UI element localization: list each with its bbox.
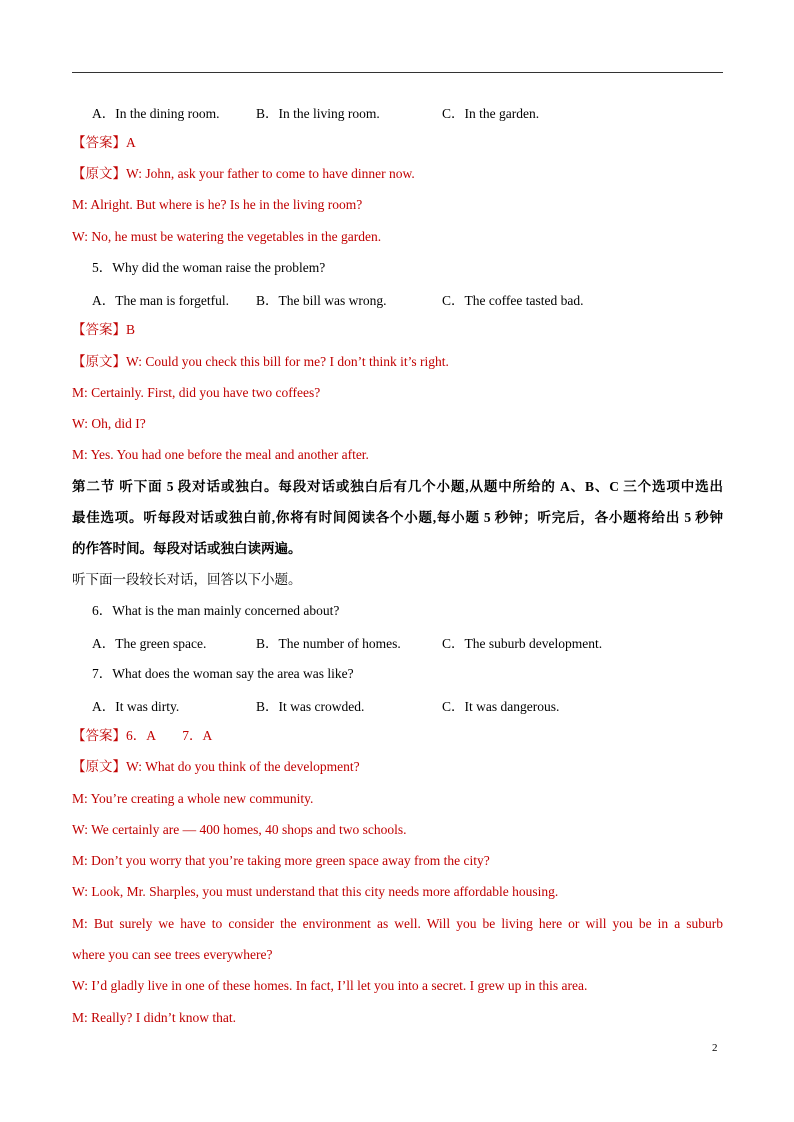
q7-option-b: B．It was crowded.	[256, 699, 365, 714]
section2-instruction-1: 第二节 听下面 5 段对话或独白。每段对话或独白后有几个小题,从题中所给的 A、B、C 三个选项中选出	[72, 479, 723, 494]
q5-question: 5．Why did the woman raise the problem?	[92, 260, 326, 275]
q5-option-b: B．The bill was wrong.	[256, 293, 387, 308]
q67-script-line-2: M: You’re creating a whole new community.	[72, 791, 314, 806]
q67-script-line-5: W: Look, Mr. Sharples, you must understand that this city needs more affordable housing.	[72, 884, 559, 899]
q67-script-line-7: where you can see trees everywhere?	[72, 947, 273, 962]
q4-script-line-1: 【原文】W: John, ask your father to come to have dinner now.	[72, 166, 415, 181]
q67-script-line-3: W: We certainly are — 400 homes, 40 shops and two schools.	[72, 822, 407, 837]
q4-option-b: B．In the living room.	[256, 106, 380, 121]
q7-option-a: A．It was dirty.	[92, 699, 180, 714]
section2-instruction-3: 的作答时间。每段对话或独白读两遍。	[72, 541, 302, 556]
q7-question: 7．What does the woman say the area was like?	[92, 666, 354, 681]
q5-script-line-4: M: Yes. You had one before the meal and another after.	[72, 447, 369, 462]
section2-instruction-2: 最佳选项。听每段对话或独白前,你将有时间阅读各个小题,每小题 5 秒钟；听完后，各小题将给出 5 秒钟	[72, 510, 723, 525]
q5-script-line-1: 【原文】W: Could you check this bill for me? I don’t think it’s right.	[72, 354, 449, 369]
q6-option-b: B．The number of homes.	[256, 636, 401, 651]
q4-answer: 【答案】A	[72, 135, 136, 150]
page-number: 2	[712, 1042, 718, 1054]
q4-option-c: C．In the garden.	[442, 106, 540, 121]
q4-script-line-2: M: Alright. But where is he? Is he in the living room?	[72, 197, 363, 212]
q6-question: 6．What is the man mainly concerned about?	[92, 603, 340, 618]
q5-script-line-2: M: Certainly. First, did you have two coffees?	[72, 385, 321, 400]
q6-option-a: A．The green space.	[92, 636, 207, 651]
q67-script-line-6: M: But surely we have to consider the environment as well. Will you be living here or will you be in a suburb	[72, 916, 723, 931]
q7-option-c: C．It was dangerous.	[442, 699, 560, 714]
q4-option-a: A．In the dining room.	[92, 106, 220, 121]
q4-script-line-3: W: No, he must be watering the vegetables in the garden.	[72, 229, 382, 244]
q67-script-line-4: M: Don’t you worry that you’re taking more green space away from the city?	[72, 853, 490, 868]
q6-option-c: C．The suburb development.	[442, 636, 603, 651]
q67-script-line-8: W: I’d gladly live in one of these homes. In fact, I’ll let you into a secret. I grew up in this area.	[72, 978, 588, 993]
section2-note: 听下面一段较长对话，回答以下小题。	[72, 572, 302, 587]
q5-option-c: C．The coffee tasted bad.	[442, 293, 584, 308]
q67-script-line-1: 【原文】W: What do you think of the development?	[72, 759, 360, 774]
q5-script-line-3: W: Oh, did I?	[72, 416, 146, 431]
q5-answer: 【答案】B	[72, 322, 136, 337]
q5-option-a: A．The man is forgetful.	[92, 293, 229, 308]
q67-script-line-9: M: Really? I didn’t know that.	[72, 1010, 236, 1025]
header-rule	[72, 72, 723, 73]
q67-answer: 【答案】6．A 7．A	[72, 728, 213, 743]
